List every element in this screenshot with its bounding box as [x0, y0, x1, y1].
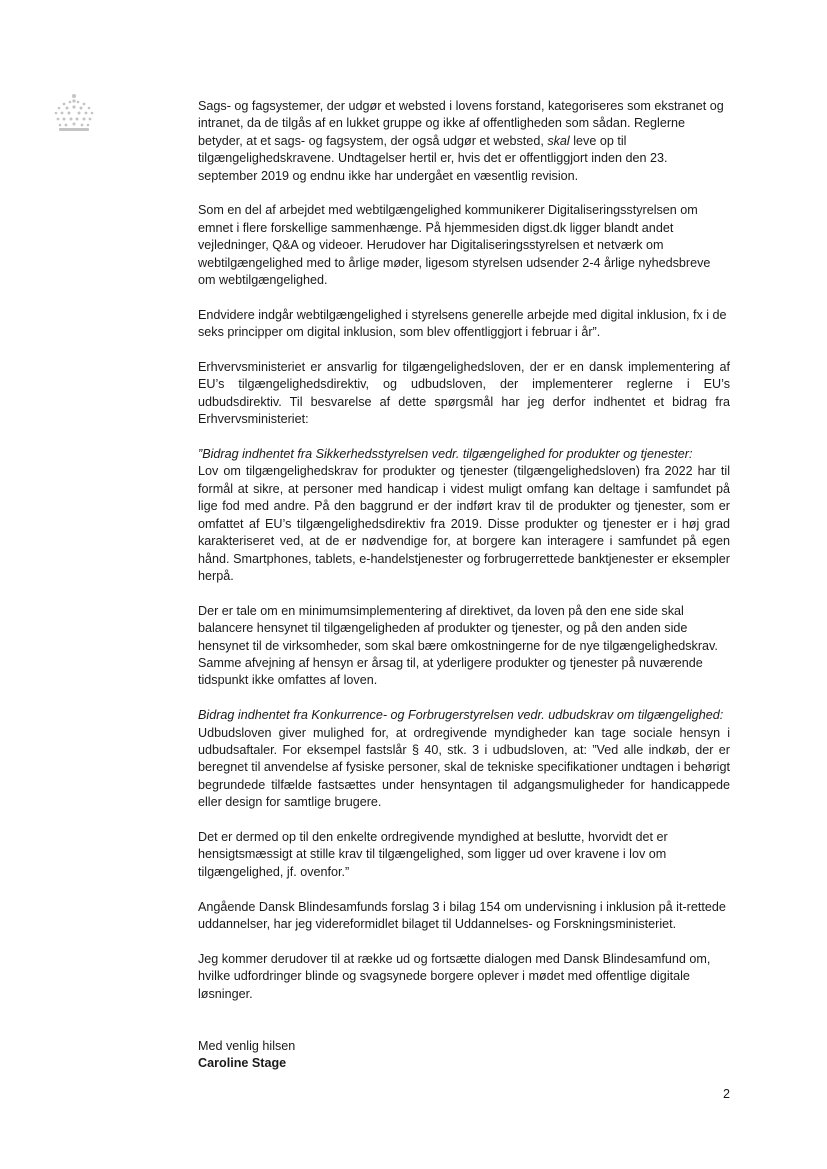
- paragraph-dialog: Jeg kommer derudover til at række ud og fortsætte dialogen med Dansk Blindesamfund om, hvilke udfordringer blinde og svagsynede borgere oplever i mødet med offentlige digitale løsninger.: [198, 951, 711, 1001]
- signature-block: [198, 1038, 730, 1073]
- letter-body: [198, 98, 730, 1073]
- signature-greeting: Med venlig hilsen: [198, 1038, 296, 1053]
- royal-crown-icon: [52, 93, 96, 133]
- emphasis-skal: skal: [547, 133, 570, 148]
- paragraph-sags-fagsystemer: Sags- og fagsystemer, der udgør et websted i lovens forstand, kategoriseres som ekstranet og intranet, da de tilgås af en lukket gruppe og ikke af offentligheden som sådan. Reglerne betyder, at et sags- og fagsystem, der også udgør et websted, skal leve op til tilgængelighedskravene. Undtagelser hertil er, hvis det er offentliggjort inden den 23. september 2019 og endnu ikke har undergået en væsentlig revision.: [198, 99, 724, 183]
- page-number: 2: [722, 1087, 730, 1101]
- paragraph-minimumsimplementering: Der er tale om en minimumsimplementering af direktivet, da loven på den ene side skal balancere hensynet til tilgængeligheden af produkter og tjenester, og på den anden side hensynet til de virksomheder, som skal bære omkostningerne for de nye tilgængelighedskrav. Samme afvejning af hensyn er årsag til, at yderligere produkter og tjenester på nuværende tidspunkt ikke omfattes af loven.: [198, 603, 718, 688]
- paragraph-konkurrencestyrelsen: Bidrag indhentet fra Konkurrence- og Forbrugerstyrelsen vedr. udbudskrav om tilgængelighed: Udbudsloven giver mulighed for, at ordregivende myndigheder kan tage sociale hensyn i udbudsaftaler. For eksempel fastslår § 40, stk. 3 i udbudsloven, at: ”Ved alle indkøb, der er beregnet til anvendelse af fysiske personer, skal de tekniske specifikationer undtagen i behørigt begrundede tilfælde fastsættes under hensyntagen til adgangsmuligheder for handicappede eller design for samtlige brugere.: [198, 708, 730, 810]
- signature-name: Caroline Stage: [198, 1056, 287, 1071]
- paragraph-erhvervsministeriet: Erhvervsministeriet er ansvarlig for tilgængelighedsloven, der er en dansk implementering af EU’s tilgængelighedsdirektiv, og udbudsloven, der implementerer reglerne i EU’s udbudsdirektiv. Til besvarelse af dette spørgsmål har jeg derfor indhentet et bidrag fra Erhvervsministeriet:: [198, 360, 730, 427]
- paragraph-sikkerhedsstyrelsen: ”Bidrag indhentet fra Sikkerhedsstyrelsen vedr. tilgængelighed for produkter og tjenester: Lov om tilgængelighedskrav for produkter og tjenester (tilgængelighedsloven) fra 2022 har til formål at sikre, at personer med handicap i videst muligt omfang kan deltage i samfundet på lige fod med andre. På den baggrund er der indført krav til de produkter og tjenester, som er omfattet af EU’s tilgængelighedsdirektiv fra 2019. Disse produkter og tjenester er i høj grad karakteriseret ved, at de er nødvendige for, at borgere kan interagere i samfundet på egen hånd. Smartphones, tablets, e-handelstjenester og forbrugerrettede banktjenester er eksempler herpå.: [198, 447, 730, 583]
- paragraph-dansk-blindesamfund-forslag: Angående Dansk Blindesamfunds forslag 3 i bilag 154 om undervisning i inklusion på it-rettede uddannelser, har jeg videreformidlet bilaget til Uddannelses- og Forskningsministeriet.: [198, 899, 726, 931]
- paragraph-kommunikation: Som en del af arbejdet med webtilgængelighed kommunikerer Digitaliseringsstyrelsen om emnet i flere forskellige sammenhænge. På hjemmesiden digst.dk ligger blandt andet vejledninger, Q&A og videoer. Herudover har Digitaliseringsstyrelsen et netværk om webtilgængelighed med to årlige møder, ligesom styrelsen udsender 2-4 årlige nyhedsbreve om webtilgængelighed.: [198, 203, 711, 288]
- paragraph-ordregivende-myndighed: Det er dermed op til den enkelte ordregivende myndighed at beslutte, hvorvidt det er hensigtsmæssigt at stille krav til tilgængelighed, som ligger ud over kravene i lov om tilgængelighed, jf. ovenfor.”: [198, 829, 668, 879]
- paragraph-digital-inklusion: Endvidere indgår webtilgængelighed i styrelsens generelle arbejde med digital inklusion, fx i de seks principper om digital inklusion, som blev offentliggjort i februar i år”.: [198, 307, 727, 340]
- contribution-heading-konkurrencestyrelsen: Bidrag indhentet fra Konkurrence- og Forbrugerstyrelsen vedr. udbudskrav om tilgængelighed:: [198, 708, 724, 723]
- contribution-heading-sikkerhedsstyrelsen: ”Bidrag indhentet fra Sikkerhedsstyrelsen vedr. tilgængelighed for produkter og tjenester:: [198, 447, 693, 462]
